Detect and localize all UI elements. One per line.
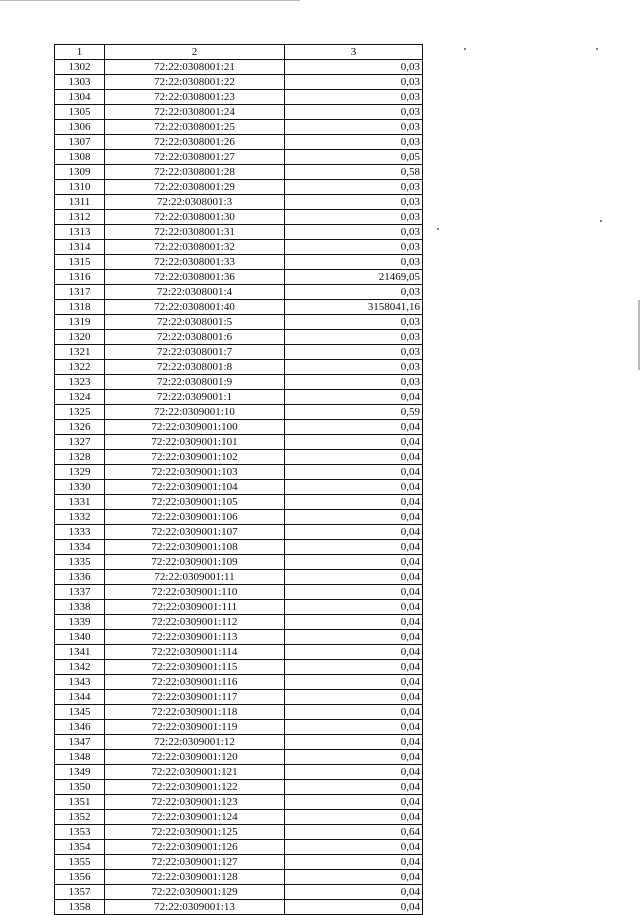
cadastral-code: 72:22:0309001:128 bbox=[105, 870, 285, 885]
cadastral-code: 72:22:0309001:106 bbox=[105, 510, 285, 525]
row-number: 1303 bbox=[55, 75, 105, 90]
row-number: 1302 bbox=[55, 60, 105, 75]
cadastral-code: 72:22:0309001:109 bbox=[105, 555, 285, 570]
row-number: 1357 bbox=[55, 885, 105, 900]
area-value: 0,04 bbox=[285, 465, 423, 480]
cadastral-code: 72:22:0309001:127 bbox=[105, 855, 285, 870]
cadastral-code: 72:22:0308001:27 bbox=[105, 150, 285, 165]
area-value: 0,04 bbox=[285, 615, 423, 630]
area-value: 0,03 bbox=[285, 345, 423, 360]
row-number: 1312 bbox=[55, 210, 105, 225]
row-number: 1305 bbox=[55, 105, 105, 120]
cadastral-code: 72:22:0308001:6 bbox=[105, 330, 285, 345]
row-number: 1320 bbox=[55, 330, 105, 345]
area-value: 0,03 bbox=[285, 135, 423, 150]
area-value: 0,04 bbox=[285, 810, 423, 825]
row-number: 1326 bbox=[55, 420, 105, 435]
cadastral-code: 72:22:0308001:30 bbox=[105, 210, 285, 225]
table-row bbox=[55, 570, 423, 585]
row-number: 1313 bbox=[55, 225, 105, 240]
table-row bbox=[55, 735, 423, 750]
row-number: 1322 bbox=[55, 360, 105, 375]
row-number: 1342 bbox=[55, 660, 105, 675]
cadastral-code: 72:22:0309001:118 bbox=[105, 705, 285, 720]
cadastral-code: 72:22:0308001:4 bbox=[105, 285, 285, 300]
table-row bbox=[55, 525, 423, 540]
area-value: 0,04 bbox=[285, 885, 423, 900]
table-row bbox=[55, 465, 423, 480]
cadastral-code: 72:22:0309001:110 bbox=[105, 585, 285, 600]
area-value: 0,04 bbox=[285, 750, 423, 765]
row-number: 1356 bbox=[55, 870, 105, 885]
area-value: 0,04 bbox=[285, 480, 423, 495]
row-number: 1354 bbox=[55, 840, 105, 855]
table-row bbox=[55, 900, 423, 915]
table-row bbox=[55, 705, 423, 720]
table-row bbox=[55, 540, 423, 555]
area-value: 0,04 bbox=[285, 720, 423, 735]
table-row bbox=[55, 765, 423, 780]
area-value: 0,04 bbox=[285, 525, 423, 540]
area-value: 0,04 bbox=[285, 780, 423, 795]
cadastral-code: 72:22:0309001:112 bbox=[105, 615, 285, 630]
row-number: 1321 bbox=[55, 345, 105, 360]
area-value: 0,59 bbox=[285, 405, 423, 420]
area-value: 0,05 bbox=[285, 150, 423, 165]
table-row bbox=[55, 360, 423, 375]
area-value: 0,03 bbox=[285, 330, 423, 345]
cadastral-code: 72:22:0309001:117 bbox=[105, 690, 285, 705]
table-row bbox=[55, 870, 423, 885]
table-row bbox=[55, 675, 423, 690]
row-number: 1332 bbox=[55, 510, 105, 525]
cadastral-code: 72:22:0308001:22 bbox=[105, 75, 285, 90]
cadastral-code: 72:22:0309001:124 bbox=[105, 810, 285, 825]
area-value: 0,04 bbox=[285, 420, 423, 435]
table-row bbox=[55, 225, 423, 240]
table-row bbox=[55, 660, 423, 675]
area-value: 0,04 bbox=[285, 585, 423, 600]
table-row bbox=[55, 885, 423, 900]
cadastral-code: 72:22:0309001:121 bbox=[105, 765, 285, 780]
cadastral-code: 72:22:0309001:13 bbox=[105, 900, 285, 915]
area-value: 0,03 bbox=[285, 240, 423, 255]
row-number: 1346 bbox=[55, 720, 105, 735]
area-value: 0,03 bbox=[285, 255, 423, 270]
row-number: 1304 bbox=[55, 90, 105, 105]
table-row bbox=[55, 810, 423, 825]
speck bbox=[596, 48, 598, 50]
table-row bbox=[55, 390, 423, 405]
row-number: 1336 bbox=[55, 570, 105, 585]
cadastral-code: 72:22:0308001:5 bbox=[105, 315, 285, 330]
col-header-value: 3 bbox=[285, 45, 423, 60]
row-number: 1323 bbox=[55, 375, 105, 390]
table-row bbox=[55, 795, 423, 810]
table-row bbox=[55, 285, 423, 300]
cadastral-code: 72:22:0309001:123 bbox=[105, 795, 285, 810]
cadastral-code: 72:22:0309001:1 bbox=[105, 390, 285, 405]
table-row bbox=[55, 435, 423, 450]
row-number: 1317 bbox=[55, 285, 105, 300]
table-row bbox=[55, 495, 423, 510]
cadastral-code: 72:22:0308001:23 bbox=[105, 90, 285, 105]
table-row bbox=[55, 135, 423, 150]
row-number: 1309 bbox=[55, 165, 105, 180]
area-value: 21469,05 bbox=[285, 270, 423, 285]
row-number: 1325 bbox=[55, 405, 105, 420]
table-row bbox=[55, 330, 423, 345]
row-number: 1345 bbox=[55, 705, 105, 720]
cadastral-code: 72:22:0309001:100 bbox=[105, 420, 285, 435]
row-number: 1358 bbox=[55, 900, 105, 915]
row-number: 1355 bbox=[55, 855, 105, 870]
table-row bbox=[55, 585, 423, 600]
row-number: 1331 bbox=[55, 495, 105, 510]
row-number: 1340 bbox=[55, 630, 105, 645]
cadastral-code: 72:22:0308001:36 bbox=[105, 270, 285, 285]
speck bbox=[437, 228, 439, 230]
cadastral-code: 72:22:0309001:113 bbox=[105, 630, 285, 645]
cadastral-code: 72:22:0309001:125 bbox=[105, 825, 285, 840]
area-value: 0,03 bbox=[285, 105, 423, 120]
area-value: 0,04 bbox=[285, 540, 423, 555]
cadastral-code: 72:22:0308001:28 bbox=[105, 165, 285, 180]
header-row bbox=[55, 45, 423, 60]
table-row bbox=[55, 450, 423, 465]
table-row bbox=[55, 105, 423, 120]
row-number: 1324 bbox=[55, 390, 105, 405]
table-row bbox=[55, 345, 423, 360]
area-value: 0,03 bbox=[285, 120, 423, 135]
area-value: 0,04 bbox=[285, 600, 423, 615]
row-number: 1319 bbox=[55, 315, 105, 330]
table-row bbox=[55, 75, 423, 90]
table-row bbox=[55, 315, 423, 330]
row-number: 1315 bbox=[55, 255, 105, 270]
area-value: 0,04 bbox=[285, 900, 423, 915]
row-number: 1334 bbox=[55, 540, 105, 555]
area-value: 0,03 bbox=[285, 75, 423, 90]
table-row bbox=[55, 150, 423, 165]
area-value: 0,04 bbox=[285, 675, 423, 690]
table-row bbox=[55, 240, 423, 255]
cadastral-code: 72:22:0309001:12 bbox=[105, 735, 285, 750]
table-row bbox=[55, 405, 423, 420]
cadastral-code: 72:22:0308001:24 bbox=[105, 105, 285, 120]
table-row bbox=[55, 510, 423, 525]
area-value: 0,03 bbox=[285, 315, 423, 330]
row-number: 1335 bbox=[55, 555, 105, 570]
cadastral-code: 72:22:0309001:126 bbox=[105, 840, 285, 855]
speck bbox=[600, 220, 602, 222]
table-row bbox=[55, 840, 423, 855]
row-number: 1343 bbox=[55, 675, 105, 690]
area-value: 0,04 bbox=[285, 390, 423, 405]
cadastral-code: 72:22:0308001:21 bbox=[105, 60, 285, 75]
row-number: 1350 bbox=[55, 780, 105, 795]
table-row bbox=[55, 555, 423, 570]
area-value: 0,04 bbox=[285, 690, 423, 705]
area-value: 0,04 bbox=[285, 570, 423, 585]
cadastral-code: 72:22:0308001:7 bbox=[105, 345, 285, 360]
table-row bbox=[55, 60, 423, 75]
cadastral-code: 72:22:0309001:129 bbox=[105, 885, 285, 900]
cadastral-code: 72:22:0308001:29 bbox=[105, 180, 285, 195]
cadastral-code: 72:22:0308001:8 bbox=[105, 360, 285, 375]
cadastral-code: 72:22:0309001:116 bbox=[105, 675, 285, 690]
area-value: 0,03 bbox=[285, 360, 423, 375]
area-value: 0,03 bbox=[285, 225, 423, 240]
area-value: 0,04 bbox=[285, 660, 423, 675]
row-number: 1333 bbox=[55, 525, 105, 540]
area-value: 0,03 bbox=[285, 285, 423, 300]
row-number: 1351 bbox=[55, 795, 105, 810]
table-row bbox=[55, 165, 423, 180]
table-row bbox=[55, 210, 423, 225]
cadastral-code: 72:22:0309001:108 bbox=[105, 540, 285, 555]
area-value: 3158041,16 bbox=[285, 300, 423, 315]
area-value: 0,04 bbox=[285, 735, 423, 750]
table-row bbox=[55, 195, 423, 210]
area-value: 0,04 bbox=[285, 645, 423, 660]
row-number: 1348 bbox=[55, 750, 105, 765]
row-number: 1353 bbox=[55, 825, 105, 840]
area-value: 0,64 bbox=[285, 825, 423, 840]
table-row bbox=[55, 180, 423, 195]
area-value: 0,04 bbox=[285, 555, 423, 570]
table-row bbox=[55, 300, 423, 315]
cadastral-code: 72:22:0308001:26 bbox=[105, 135, 285, 150]
table-row bbox=[55, 645, 423, 660]
table-row bbox=[55, 375, 423, 390]
row-number: 1344 bbox=[55, 690, 105, 705]
cadastral-code: 72:22:0309001:119 bbox=[105, 720, 285, 735]
table-row bbox=[55, 750, 423, 765]
table-row bbox=[55, 615, 423, 630]
cadastral-code: 72:22:0308001:40 bbox=[105, 300, 285, 315]
cadastral-code: 72:22:0308001:3 bbox=[105, 195, 285, 210]
area-value: 0,03 bbox=[285, 375, 423, 390]
col-header-code: 2 bbox=[105, 45, 285, 60]
row-number: 1328 bbox=[55, 450, 105, 465]
row-number: 1311 bbox=[55, 195, 105, 210]
area-value: 0,04 bbox=[285, 450, 423, 465]
cadastral-code: 72:22:0309001:122 bbox=[105, 780, 285, 795]
area-value: 0,04 bbox=[285, 840, 423, 855]
area-value: 0,04 bbox=[285, 510, 423, 525]
area-value: 0,04 bbox=[285, 435, 423, 450]
row-number: 1329 bbox=[55, 465, 105, 480]
cadastral-code: 72:22:0309001:102 bbox=[105, 450, 285, 465]
cadastral-code: 72:22:0309001:10 bbox=[105, 405, 285, 420]
table-row bbox=[55, 630, 423, 645]
row-number: 1327 bbox=[55, 435, 105, 450]
cadastral-code: 72:22:0309001:114 bbox=[105, 645, 285, 660]
cadastral-code: 72:22:0308001:9 bbox=[105, 375, 285, 390]
row-number: 1347 bbox=[55, 735, 105, 750]
cadastral-code: 72:22:0309001:11 bbox=[105, 570, 285, 585]
area-value: 0,03 bbox=[285, 195, 423, 210]
area-value: 0,04 bbox=[285, 870, 423, 885]
row-number: 1308 bbox=[55, 150, 105, 165]
area-value: 0,04 bbox=[285, 855, 423, 870]
cadastral-code: 72:22:0309001:120 bbox=[105, 750, 285, 765]
cadastral-code: 72:22:0308001:25 bbox=[105, 120, 285, 135]
table-row bbox=[55, 420, 423, 435]
row-number: 1339 bbox=[55, 615, 105, 630]
table-row bbox=[55, 120, 423, 135]
area-value: 0,04 bbox=[285, 630, 423, 645]
cadastral-code: 72:22:0308001:33 bbox=[105, 255, 285, 270]
table-row bbox=[55, 855, 423, 870]
table-row bbox=[55, 690, 423, 705]
cadastral-code: 72:22:0309001:101 bbox=[105, 435, 285, 450]
row-number: 1306 bbox=[55, 120, 105, 135]
row-number: 1338 bbox=[55, 600, 105, 615]
area-value: 0,04 bbox=[285, 705, 423, 720]
speck bbox=[464, 48, 466, 50]
cadastral-code: 72:22:0309001:115 bbox=[105, 660, 285, 675]
table-row bbox=[55, 480, 423, 495]
row-number: 1341 bbox=[55, 645, 105, 660]
area-value: 0,03 bbox=[285, 90, 423, 105]
area-value: 0,03 bbox=[285, 210, 423, 225]
table-row bbox=[55, 720, 423, 735]
row-number: 1337 bbox=[55, 585, 105, 600]
table-row bbox=[55, 255, 423, 270]
area-value: 0,58 bbox=[285, 165, 423, 180]
row-number: 1314 bbox=[55, 240, 105, 255]
table-body bbox=[55, 60, 423, 915]
cadastral-code: 72:22:0308001:31 bbox=[105, 225, 285, 240]
top-rule bbox=[0, 0, 300, 1]
row-number: 1352 bbox=[55, 810, 105, 825]
area-value: 0,03 bbox=[285, 180, 423, 195]
table-row bbox=[55, 600, 423, 615]
row-number: 1310 bbox=[55, 180, 105, 195]
area-value: 0,04 bbox=[285, 795, 423, 810]
area-value: 0,04 bbox=[285, 495, 423, 510]
cadastral-code: 72:22:0309001:105 bbox=[105, 495, 285, 510]
table-row bbox=[55, 90, 423, 105]
cadastral-code: 72:22:0309001:107 bbox=[105, 525, 285, 540]
row-number: 1307 bbox=[55, 135, 105, 150]
cadastral-code: 72:22:0308001:32 bbox=[105, 240, 285, 255]
area-value: 0,04 bbox=[285, 765, 423, 780]
cadastral-table bbox=[54, 44, 423, 915]
table-row bbox=[55, 825, 423, 840]
table-row bbox=[55, 270, 423, 285]
table-row bbox=[55, 780, 423, 795]
row-number: 1330 bbox=[55, 480, 105, 495]
cadastral-code: 72:22:0309001:104 bbox=[105, 480, 285, 495]
row-number: 1349 bbox=[55, 765, 105, 780]
row-number: 1316 bbox=[55, 270, 105, 285]
row-number: 1318 bbox=[55, 300, 105, 315]
area-value: 0,03 bbox=[285, 60, 423, 75]
cadastral-code: 72:22:0309001:111 bbox=[105, 600, 285, 615]
cadastral-code: 72:22:0309001:103 bbox=[105, 465, 285, 480]
col-header-number: 1 bbox=[55, 45, 105, 60]
